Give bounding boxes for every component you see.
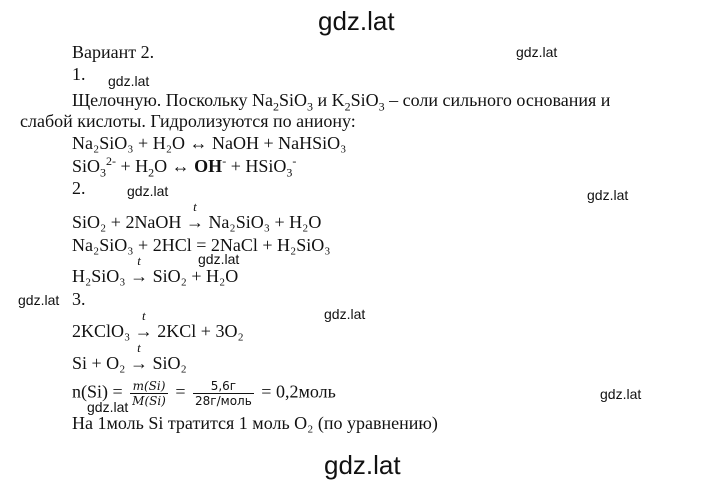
watermark: gdz.lat bbox=[516, 44, 558, 60]
equation-2: $SiO_3^{2-} + H_2O$ ↔ OH- + HSiO$_3$- bbox=[72, 154, 297, 180]
task-number-3: 3. bbox=[72, 289, 86, 309]
watermark: gdz.lat bbox=[600, 386, 642, 402]
equation-5: H₂SiO₃ t → SiO₂ + H₂O bbox=[72, 253, 239, 286]
watermark-bottom: gdz.lat bbox=[324, 450, 401, 480]
watermark-top: gdz.lat bbox=[318, 6, 395, 36]
equation-1: Na₂SiO₃ + H₂O ↔ NaOH + NaHSiO₃ bbox=[72, 133, 347, 153]
watermark: gdz.lat bbox=[198, 251, 240, 267]
watermark: gdz.lat bbox=[587, 187, 629, 203]
watermark: gdz.lat bbox=[87, 399, 129, 415]
paragraph-line-2: слабой кислоты. Гидролизуются по аниону: bbox=[20, 111, 356, 131]
watermark: gdz.lat bbox=[108, 73, 150, 89]
watermark: gdz.lat bbox=[324, 306, 366, 322]
task-number-1: 1. bbox=[72, 64, 86, 84]
equation-4: Na₂SiO₃ + 2HCl = 2NaCl + H₂SiO₃ bbox=[72, 235, 331, 255]
equation-7: Si + O₂ t → SiO₂ bbox=[72, 340, 187, 373]
watermark: gdz.lat bbox=[127, 183, 169, 199]
conclusion-line: На 1моль Si тратится 1 моль O₂ (по уравнению) bbox=[72, 413, 438, 433]
equation-6: 2KClO₃ t → 2KCl + 3O₂ bbox=[72, 308, 244, 341]
paragraph-line-1: Щелочную. Поскольку $Na_2SiO_3$ и $K_2SiO_3$ – соли сильного основания и bbox=[72, 90, 611, 114]
equation-3: SiO₂ + 2NaOH t → Na₂SiO₃ + H₂O bbox=[72, 199, 322, 232]
fraction-mass-over-molar: $\frac{m(Si)}{M(Si)}$ bbox=[132, 379, 166, 408]
calculation-line: n(Si) = $\frac{m(Si)}{M(Si)}$ = $\frac{5,6г}{\text{28г/моль}}$ = 0,2моль bbox=[72, 379, 336, 408]
watermark: gdz.lat bbox=[18, 292, 60, 308]
fraction-values: $\frac{5,6г}{\text{28г/моль}}$ bbox=[195, 379, 252, 408]
task-number-2: 2. bbox=[72, 178, 86, 198]
variant-title: Вариант 2. bbox=[72, 42, 155, 62]
